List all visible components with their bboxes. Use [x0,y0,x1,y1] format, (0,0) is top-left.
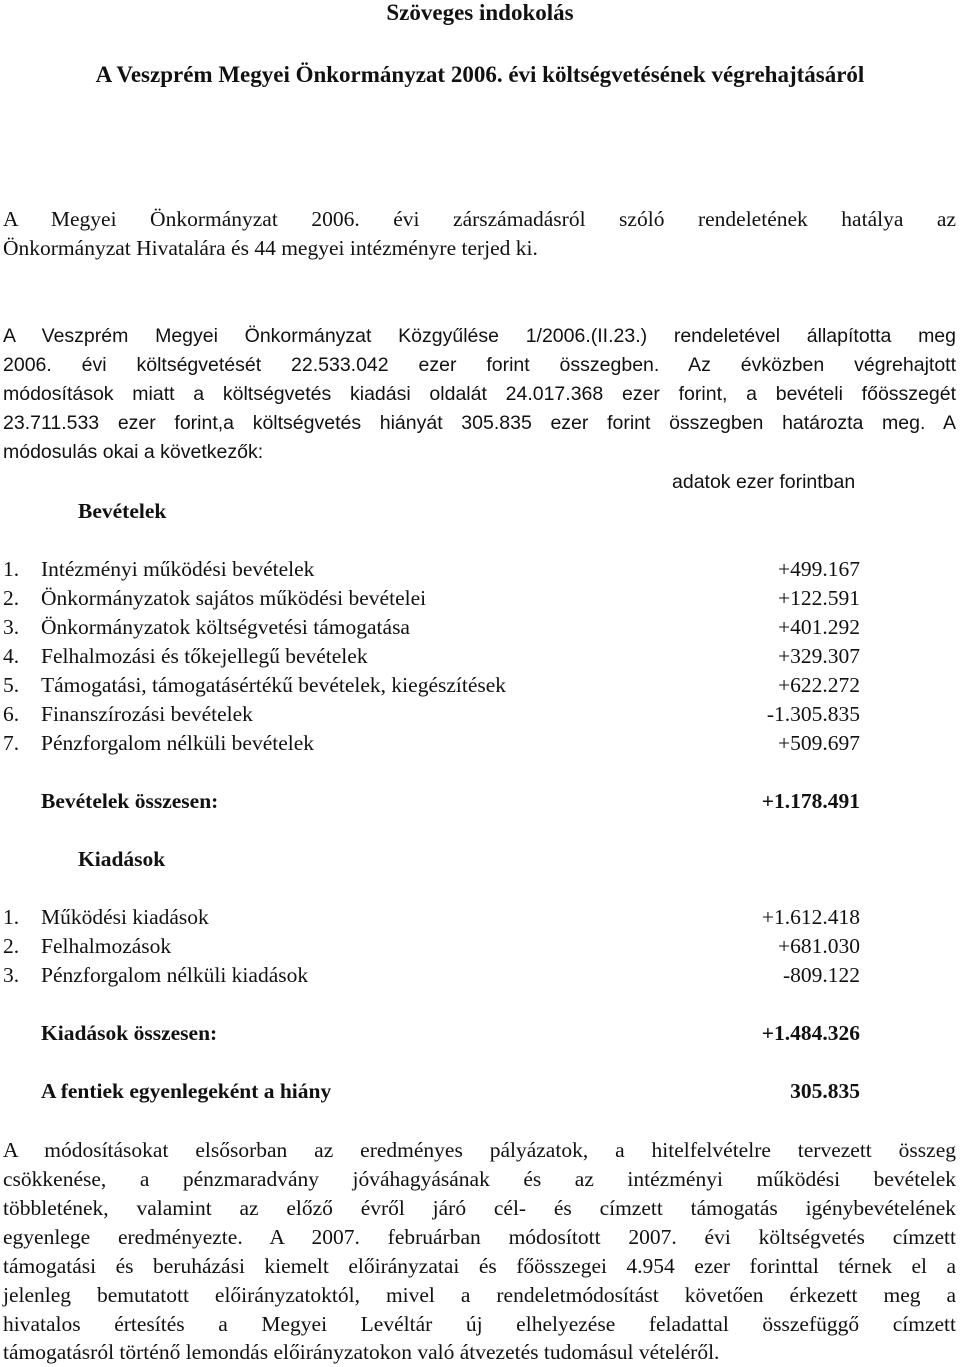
closing-line: támogatásról történő lemondás előirányzatokon való átvezetés tudomásul vételéről. [3,1340,720,1364]
document-title: Szöveges indokolás [386,0,574,25]
row-number: 4. [3,644,20,668]
document-subtitle: A Veszprém Megyei Önkormányzat 2006. évi költségvetésének végrehajtásáról [95,62,865,87]
deficit-value: 305.835 [790,1079,860,1103]
closing-line: támogatási és beruházási kiemelt előirányzatai és főösszegei 4.954 ezer forinttal térnek el a [3,1254,956,1278]
row-label: Működési kiadások [41,905,209,929]
row-value: +622.272 [777,673,860,697]
row-value: +681.030 [777,934,860,958]
expense-row [3,903,860,932]
row-label: Önkormányzatok sajátos működési bevételei [41,586,427,610]
row-number: 3. [3,963,20,987]
paragraph-line: 23.711.533 ezer forint,a költségvetés hiányát 305.835 ezer forint összegben határozta meg. A [3,412,956,434]
row-number: 1. [3,905,20,929]
row-number: 2. [3,934,20,958]
revenue-row [3,584,860,613]
deficit-row [41,1077,860,1106]
intro-line: A Megyei Önkormányzat 2006. évi zárszámadásról szóló rendeletének hatálya az [3,207,956,231]
row-value: +122.591 [777,586,860,610]
row-number: 2. [3,586,20,610]
row-value: +329.307 [777,644,860,668]
paragraph-line: 2006. évi költségvetését 22.533.042 ezer forint összegben. Az évközben végrehajtott [3,354,956,376]
closing-line: többletének, valamint az előző évről járó cél- és címzett támogatás igénybevételének [3,1196,956,1220]
row-value: -1.305.835 [766,702,860,726]
expense-row [3,961,860,990]
revenue-row [3,642,860,671]
unit-note: adatok ezer forintban [672,471,856,493]
expense-row [3,932,860,961]
row-number: 1. [3,557,20,581]
row-number: 6. [3,702,20,726]
total-value: +1.484.326 [761,1021,860,1045]
revenues-total [41,787,860,816]
closing-line: egyenlege eredményezte. A 2007. februárban módosított 2007. évi költségvetés címzett [3,1225,956,1249]
expenses-total [41,1019,860,1048]
row-label: Intézményi működési bevételek [41,557,315,581]
revenue-row [3,700,860,729]
paragraph-line: A Veszprém Megyei Önkormányzat Közgyűlése 1/2006.(II.23.) rendeletével állapította meg [3,325,956,347]
paragraph-line: módosítások miatt a költségvetés kiadási oldalát 24.017.368 ezer forint, a bevételi főösszegét [3,383,956,405]
revenues-heading: Bevételek [78,499,167,523]
closing-line: jelenleg bemutatott előirányzatoktól, mivel a rendeletmódosítást követően érkezett meg a [3,1283,956,1307]
closing-line: hivatalos értesítés a Megyei Levéltár új elhelyezése feladattal összefüggő címzett [3,1312,956,1336]
row-label: Pénzforgalom nélküli bevételek [41,731,315,755]
row-label: Felhalmozási és tőkejellegű bevételek [41,644,368,668]
closing-line: csökkenése, a pénzmaradvány jóváhagyásának és az intézményi működési bevételek [3,1167,956,1191]
row-value: -809.122 [782,963,860,987]
row-value: +499.167 [777,557,860,581]
deficit-label: A fentiek egyenlegeként a hiány [41,1079,332,1103]
revenue-row [3,555,860,584]
row-value: +1.612.418 [761,905,860,929]
row-label: Pénzforgalom nélküli kiadások [41,963,309,987]
row-number: 3. [3,615,20,639]
paragraph-line: módosulás okai a következők: [3,441,264,463]
row-label: Önkormányzatok költségvetési támogatása [41,615,410,639]
total-label: Bevételek összesen: [41,789,219,813]
row-value: +401.292 [777,615,860,639]
revenue-row [3,613,860,642]
revenue-row [3,671,860,700]
row-value: +509.697 [777,731,860,755]
row-label: Felhalmozások [41,934,172,958]
total-value: +1.178.491 [761,789,860,813]
revenue-row [3,729,860,758]
row-label: Finanszírozási bevételek [41,702,253,726]
row-number: 7. [3,731,20,755]
intro-line: Önkormányzat Hivatalára és 44 megyei intézményre terjed ki. [3,236,538,260]
total-label: Kiadások összesen: [41,1021,218,1045]
expenses-heading: Kiadások [78,847,166,871]
row-label: Támogatási, támogatásértékű bevételek, kiegészítések [41,673,507,697]
row-number: 5. [3,673,20,697]
closing-line: A módosításokat elsősorban az eredményes pályázatok, a hitelfelvételre tervezett összeg [3,1138,956,1162]
